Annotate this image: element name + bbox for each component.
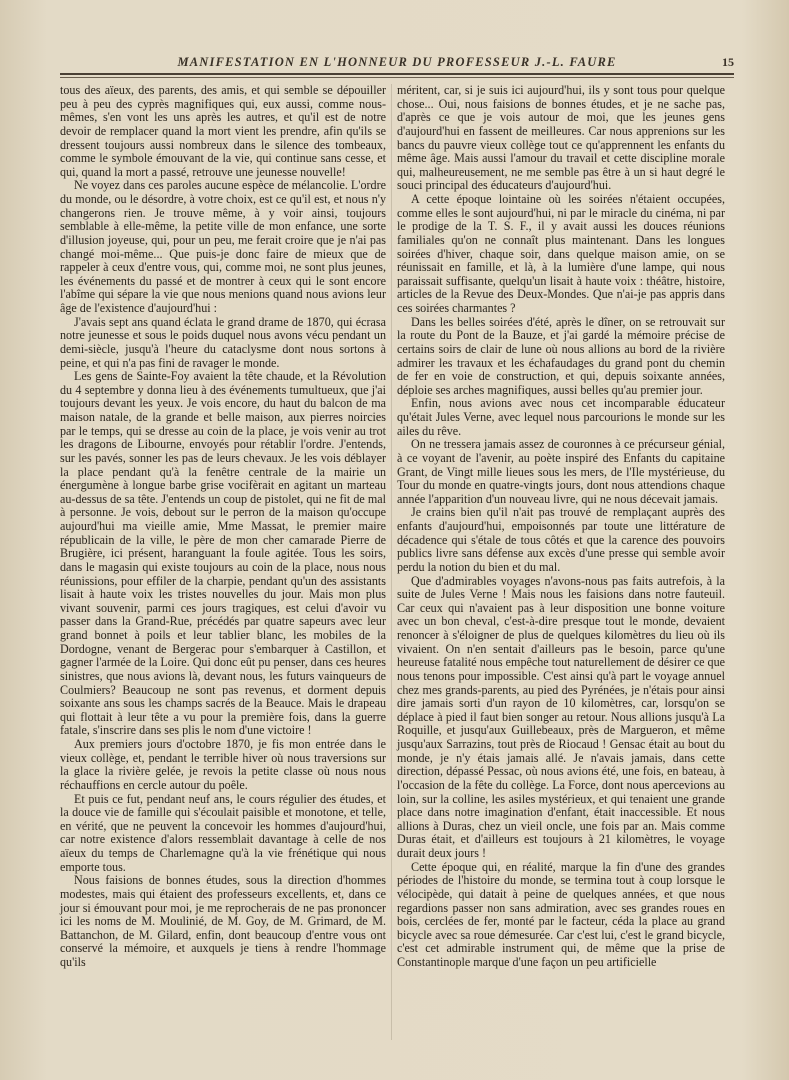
- right-column: [397, 84, 725, 970]
- paragraph: méritent, car, si je suis ici aujourd'hui, ils y sont tous pour quelque chose... Oui, nous faisions de bonnes études, et je ne sache pas, d'après ce que je vois autour de moi, que les jeunes gens d'aujourd'hui en fassent de meilleures. Car nous apprenions sur les bancs du pauvre vieux collège tout ce qu'apprennent les enfants du même âge. Mais aussi l'amour du travail et cette discipline morale qui, malheureusement, ne me semble pas être à un si haut degré le souci principal des éducateurs d'aujourd'hui.: [397, 83, 725, 193]
- running-title: MANIFESTATION EN L'HONNEUR DU PROFESSEUR J.-L. FAURE: [177, 55, 617, 69]
- paragraph: Que d'admirables voyages n'avons-nous pas faits autrefois, à la suite de Jules Verne ! Mais nous les faisions dans notre fauteuil. Car ceux qui n'avaient pas à leur disposition une bonne voiture avec un bon cheval, c'est-à-dire presque tout le monde, devaient renoncer à s'éloigner de plus de quelques kilomètres du lieu où ils vivaient. On n'en sentait d'ailleurs pas le besoin, parce qu'une heureuse fatalité nous empêche tout naturellement de désirer ce que nous tenons pour impossible. C'est ainsi qu'à part le voyage annuel chez mes grands-parents, au pied des Pyrénées, je n'étais pour ainsi dire jamais sorti d'un rayon de 10 kilomètres, car, lorsqu'on se déplace à pied il faut bien songer au retour. Nous allions jusqu'à La Roquille, et jusqu'aux Guillebeaux, près de Margueron, et même jusqu'aux Sarrazins, tout près de Riocaud ! Gensac était au bout du monde, je n'y étais jamais allé. Je n'avais jamais, dans cette direction, dépassé Pessac, où nous avions été, une fois, en bateau, à l'occasion de la fête du collège. La Force, dont nous apercevions au loin, sur la colline, les asiles mystérieux, et qui tenaient une grande place dans notre imagination d'enfant, était inaccessible. Et nous allions à Duras, chez un vieil oncle, une fois par an. Mais comme Duras était, et d'ailleurs est toujours à 21 kilomètres, le voyage durait deux jours !: [397, 573, 725, 860]
- paragraph: Enfin, nous avions avec nous cet incomparable éducateur qu'était Jules Verne, avec lequel nous parcourions le monde sur les ailes du rêve.: [397, 396, 725, 438]
- paragraph: Cette époque qui, en réalité, marque la fin d'une des grandes périodes de l'histoire du monde, se termina tout à coup lorsque le vélocipède, qui datait à peine de quelques années, et que nous regardions passer non sans admiration, avec ses grandes roues en bois, cerclées de fer, monté par le facteur, céda la place au grand bicycle avec sa roue démesurée. Car c'est lui, c'est le grand bicycle, c'est cet admirable instrument qui, de même que la prise de Constantinople marque d'une façon un peu artificielle: [397, 859, 725, 969]
- running-header: [60, 55, 734, 73]
- paragraph: Je crains bien qu'il n'ait pas trouvé de remplaçant auprès des enfants d'aujourd'hui, empoisonnés par toute une littérature de décadence qui s'étale de tous côtés et que la carence des pouvoirs publics livre sans défense aux excès d'une presse qui semble avoir perdu la notion du bien et du mal.: [397, 505, 725, 574]
- left-column: [60, 84, 386, 970]
- paragraph: Les gens de Sainte-Foy avaient la tête chaude, et la Révolution du 4 septembre y donna lieu à des événements tumultueux, que j'ai toujours devant les yeux. Je vois encore, du haut du balcon de ma maison natale, de la grande et belle maison, aux pierres noircies par le temps, qui se dresse au coin de la place, je vois venir au trot les dragons de Libourne, envoyés pour rétablir l'ordre. J'entends, sur les pavés, sonner les pas de leurs chevaux. Je les vois déblayer la place pendant qu'à la fenêtre centrale de la mairie un énergumène à longue barbe grise vocifèrait en agitant un marteau au-dessus de sa tête. J'entends un coup de pistolet, qui ne fit de mal à personne. Je vois, debout sur le perron de la maison qu'occupe aujourd'hui ma vieille amie, Mme Massat, le premier maire républicain de la ville, le père de mon cher camarade Pierre de Brugière, ici présent, haranguant la foule agitée. Tous les soirs, dans le magasin qui existe toujours au coin de la place, nous nous réunissions, pour effiler de la charpie, pendant qu'un des assistants lisait à haute voix les tristes nouvelles du jour. Mais mon plus vivant souvenir, parmi ces jours tragiques, est celui d'avoir vu passer dans la Grand-Rue, précédés par quatre sapeurs avec leur grand bonnet à poils et leur tablier blanc, les mobiles de la Dordogne, venant de Bergerac pour s'embarquer à Castillon, et gagner l'armée de la Loire. Qui donc eût pu penser, dans ces heures sinistres, que nous avions là, devant nous, les futurs vainqueurs de Coulmiers? Beaucoup ne sont pas revenus, et dorment depuis soixante ans sous les champs sacrés de la Beauce. Mais le drapeau qui flottait à leur tête a vu pour la première fois, dans la guerre fatale, s'inscrire dans ses plis le nom d'une victoire !: [60, 369, 386, 738]
- paragraph: Aux premiers jours d'octobre 1870, je fis mon entrée dans le vieux collège, et, pendant le terrible hiver où nous traversions sur la glace la rivière gelée, je revois la petite classe où nous nous réchauffions en cercle autour du poêle.: [60, 737, 386, 792]
- column-gutter: [391, 84, 392, 1040]
- paragraph: tous des aïeux, des parents, des amis, et qui semble se dépouiller peu à peu des cyprès magnifiques qui, eux aussi, comme nous-mêmes, s'en vont les uns après les autres, et qu'il est de notre devoir de remplacer quand la mort vient les prendre, afin qu'ils se dressent toujours aussi nombreux dans le silence des tombeaux, comme le symbole émouvant de la vie, qui continue sans cesse, et qui, quand la mort a passé, retrouve une jeunesse nouvelle!: [60, 83, 386, 179]
- header-rule: [60, 73, 734, 75]
- page-number: 15: [722, 55, 734, 69]
- paragraph: A cette époque lointaine où les soirées n'étaient occupées, comme elles le sont aujourd'hui, ni par le miracle du cinéma, ni par le prodige de la T. S. F., il y avait aussi les douces réunions familiales qu'on ne connaît plus maintenant. Dans les longues soirées d'hiver, chaque soir, dans quelque maison amie, on se réunissait en famille, et là, à la lumière d'une lampe, qui nous paraissait suffisante, quelqu'un lisait à haute voix : théâtre, histoire, articles de la Revue des Deux-Mondes. Que n'ai-je pas appris dans ces soirées charmantes ?: [397, 192, 725, 315]
- paragraph: On ne tressera jamais assez de couronnes à ce précurseur génial, à ce voyant de l'avenir, au poète inspiré des Enfants du capitaine Grant, de Vingt mille lieues sous les mers, de l'Ile mystérieuse, du Tour du monde en quatre-vingts jours, dont nous attendions chaque année l'apparition d'un nouveau livre, qui ne nous décevait jamais.: [397, 437, 725, 506]
- paragraph: Dans les belles soirées d'été, après le dîner, on se retrouvait sur la route du Pont de la Bauze, et j'ai gardé la mémoire précise de certains soirs de clair de lune où nous allions au bord de la rivière admirer les travaux et les échafaudages du grand pont du chemin de fer en voie de construction, et qui, depuis soixante années, déploie ses arches magnifiques, aussi belles qu'au premier jour.: [397, 314, 725, 397]
- paragraph: Ne voyez dans ces paroles aucune espèce de mélancolie. L'ordre du monde, ou le désordre, à votre choix, est ce qu'il est, et nous n'y changerons rien. Je trouve même, à y voir ainsi, toujours semblable à elle-même, la petite ville de mon enfance, une sorte d'illusion joyeuse, qui, pour un peu, me ferait croire que je n'ai pas changé moi-même... Que puis-je donc faire de mieux que de rappeler à ceux d'entre vous, qui, comme moi, ne sont plus jeunes, les événements du passé et de montrer à ceux qui le sont encore l'abîme qui sépare la vie que nous menions quand nous avions leur âge de l'existence d'aujourd'hui :: [60, 178, 386, 315]
- paragraph: Et puis ce fut, pendant neuf ans, le cours régulier des études, et la douce vie de famille qui s'écoulait paisible et monotone, et telle, en vérité, que ne peuvent la concevoir les hommes d'aujourd'hui, car notre existence d'alors ressemblait davantage à celle de nos aïeux du temps de Charlemagne qu'à la vie frénétique qui nous emporte tous.: [60, 791, 386, 874]
- paragraph: J'avais sept ans quand éclata le grand drame de 1870, qui écrasa notre jeunesse et sous le poids duquel nous avons vécu pendant un demi-siècle, jusqu'à l'heure du cataclysme dont nous sortons à peine, et qui n'a pas fini de ravager le monde.: [60, 314, 386, 370]
- paragraph: Nous faisions de bonnes études, sous la direction d'hommes modestes, mais qui étaient des professeurs excellents, et, dans ce jour si émouvant pour moi, je me reprocherais de ne pas prononcer ici les noms de M. Moulinié, de M. Goy, de M. Grimard, de M. Battanchon, de M. Gilard, enfin, dont beaucoup d'entre vous ont conservé la mémoire, et auxquels je tiens à rendre l'hommage qu'ils: [60, 873, 386, 969]
- header-rule-thin: [60, 77, 734, 78]
